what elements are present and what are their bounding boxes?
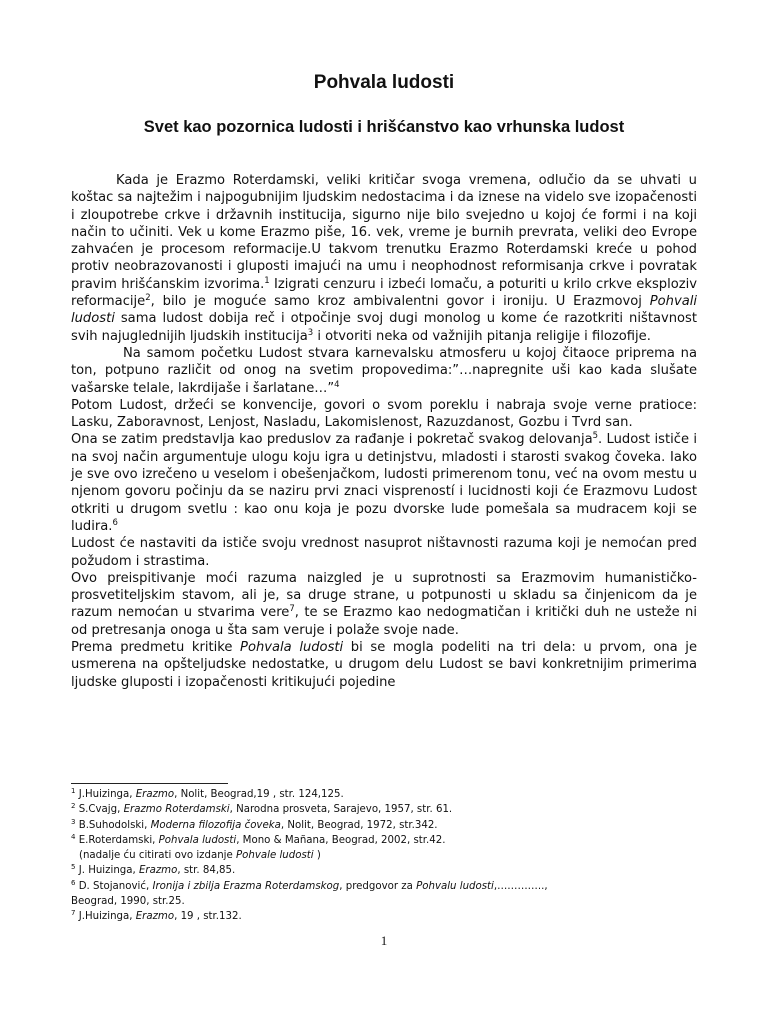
paragraph-4 bbox=[71, 431, 697, 535]
footnote-7-details: , 19 , str.132. bbox=[174, 911, 242, 923]
page-title: Pohvala ludosti bbox=[313, 72, 455, 93]
paragraph-1-text-a: Kada je Erazmo Roterdamski, veliki kritičar svoga vremena, odlučio da se uhvati u koštac sa najtežim i najpogubnijim ljudskim nedostacima i da iznese na videlo sve izopačenosti i zloupotrebe crkve i državnih institucija, sigurno nije bilo svejedno u kojoj će formi i na koji način to učiniti. Vek u kome Erazmo piše, 16. vek, vreme je burnih prevrata, veliki deo Evrope zahvaćen je procesom reformacije.U takvom trenutku Erazmo Roterdamski kreće u pohod protiv neobrazovanosti i gluposti imajući na umu i neophodnost reformisanja crkve i povratak pravim hrišćanskim izvorima. bbox=[71, 173, 697, 292]
paragraph-2 bbox=[71, 345, 697, 397]
footnote-ref-2[interactable]: 2 bbox=[145, 293, 151, 304]
footnote-ref-1[interactable]: 1 bbox=[264, 275, 270, 286]
footnote-2-title: Erazmo Roterdamski bbox=[123, 804, 230, 816]
footnote-ref-5[interactable]: 5 bbox=[592, 431, 599, 442]
footnote-6-title: Ironija i zbilja Erazma Roterdamskog bbox=[152, 880, 340, 892]
footnote-4-number: 4 bbox=[71, 832, 76, 841]
footnote-4-author: E.Roterdamski, bbox=[75, 834, 159, 846]
page-number: 1 bbox=[380, 933, 388, 948]
paragraph-2-text: Na samom početku Ludost stvara karnevalsku atmosferu u kojoj čitaoce priprema na ton, potpuno različit od onog na svetim propovedima:”…napregnite uši kao kada slušate vašarske telale, lakrdijaše i šarlatane…” bbox=[71, 345, 697, 396]
body-text bbox=[71, 172, 697, 691]
footnote-divider bbox=[71, 783, 228, 784]
footnote-6-number: 6 bbox=[71, 878, 76, 887]
paragraph-5: Ludost će nastaviti da ističe svoju vrednost nasuprot ništavnosti razuma koji je nemoćan pred požudom i strastima. bbox=[71, 536, 697, 569]
footnote-4-note-a: (nadalje ću citirati ovo izdanje bbox=[79, 850, 237, 862]
paragraph-3: Potom Ludost, držeći se konvencije, govori o svom poreklu i nabraja svoje verne pratioce: Lasku, Zaboravnost, Lenjost, Nasladu, Lakomislenost, Razuzdanost, Gozbu i Tvrd san. bbox=[71, 397, 697, 431]
paragraph-1-text-e: i otvoriti neka od važnijih pitanja religije i filozofije. bbox=[313, 328, 651, 344]
paragraph-6 bbox=[71, 570, 697, 639]
footnote-7-number: 7 bbox=[71, 909, 76, 918]
footnote-7-title: Erazmo bbox=[135, 911, 175, 923]
footnote-5-title: Erazmo bbox=[138, 865, 178, 877]
footnote-3-details: , Nolit, Beograd, 1972, str.342. bbox=[280, 819, 438, 831]
footnote-3-number: 3 bbox=[71, 817, 76, 826]
paragraph-1-book-title: Pohvali ludosti bbox=[71, 294, 697, 327]
footnote-2-number: 2 bbox=[71, 802, 76, 811]
footnote-1-number: 1 bbox=[71, 787, 76, 795]
footnote-4-note-b: ) bbox=[313, 850, 321, 862]
footnote-2-author: S.Cvajg, bbox=[75, 804, 124, 816]
footnote-3 bbox=[71, 818, 697, 833]
paragraph-1-text-b: Izigrati cenzuru i izbeći lomaču, a poturiti u krilo crkve eksploziv reformacije bbox=[71, 276, 697, 310]
footnote-1-author: J.Huizinga, bbox=[75, 789, 136, 800]
footnote-4-note-title: Pohvale ludosti bbox=[236, 850, 314, 862]
footnote-2-details: , Narodna prosveta, Sarajevo, 1957, str. 61. bbox=[229, 804, 453, 816]
footnote-6-line-2: Beograd, 1990, str.25. bbox=[71, 896, 185, 908]
footnote-3-author: B.Suhodolski, bbox=[75, 819, 151, 831]
footnote-4 bbox=[71, 833, 697, 848]
paragraph-1-text-c: , bilo je moguće samo kroz ambivalentni govor i ironiju. U Erazmovoj bbox=[150, 294, 650, 310]
footnote-5-author: J. Huizinga, bbox=[75, 865, 139, 877]
paragraph-4-text-b: . Ludost ističe i na svoj način argumentuje ulogu koju igra u detinjstvu, mladosti i starosti svakog čoveka. Iako je sve ovo izrečeno u veselom i obešenjačkom, ludosti primerenom tonu, već na ovom mestu u njenom govoru počinju da se naziru prvi znaci vispreností i lucidnosti koji će Erazmovu Ludost otkriti u drugom svetlu : kao onu koja je pozu dvorske lude pomešala sa mudracem koji se ludira. bbox=[71, 432, 697, 534]
paragraph-1 bbox=[71, 172, 697, 345]
paragraph-7 bbox=[71, 639, 697, 691]
footnote-7-author: J.Huizinga, bbox=[75, 911, 136, 923]
footnote-4-title: Pohvala ludosti bbox=[158, 834, 237, 846]
footnote-5-number: 5 bbox=[71, 863, 76, 872]
footnote-5-details: , str. 84,85. bbox=[177, 865, 236, 877]
paragraph-6-text-a: Ovo preispitivanje moći razuma naizgled je u suprotnosti sa Erazmovim humanističko-prosvetiteljskim stavom, ali je, sa druge strane, u potpunosti u skladu sa činjenicom da je razum nemoćan u stvarima vere bbox=[71, 570, 697, 621]
footnotes bbox=[71, 787, 697, 925]
paragraph-6-text-b: , te se Erazmo kao nedogmatičan i kritički duh ne usteže ni od pretresanja onoga u šta sam veruje i polaže svoje nade. bbox=[71, 605, 697, 638]
page-subtitle: Svet kao pozornica ludosti i hrišćanstvo kao vrhunska ludost bbox=[143, 118, 625, 136]
footnote-1 bbox=[71, 787, 697, 802]
footnote-6-details: , predgovor za bbox=[339, 880, 417, 892]
footnote-4-details: , Mono & Mañana, Beograd, 2002, str.42. bbox=[236, 834, 446, 846]
footnote-ref-6[interactable]: 6 bbox=[112, 517, 118, 528]
footnote-1-details: , Nolit, Beograd,19 , str. 124,125. bbox=[174, 789, 344, 800]
footnote-2 bbox=[71, 802, 697, 817]
footnote-6-ellipsis: ,………….., bbox=[493, 880, 548, 892]
footnote-3-title: Moderna filozofija čoveka bbox=[150, 819, 281, 831]
paragraph-7-text-b: bi se mogla podeliti na tri dela: u prvom, ona je usmerena na opšteljudske nedostatke, u drugom delu Ludost se bavi konkretnijim primerima ljudske gluposti i izopačenosti kritikujući pojedine bbox=[71, 640, 697, 690]
footnote-ref-4[interactable]: 4 bbox=[334, 379, 340, 390]
footnote-4-continuation bbox=[71, 848, 697, 863]
footnote-ref-7[interactable]: 7 bbox=[289, 604, 295, 615]
paragraph-1-text-d: sama ludost dobija reč i otpočinje svoj dugi monolog u kome će razotkriti ništavnost svih najuglednijih ljudskih institucija bbox=[71, 311, 697, 344]
footnote-6 bbox=[71, 879, 697, 894]
footnote-5 bbox=[71, 863, 697, 878]
paragraph-4-text-a: Ona se zatim predstavlja kao preduslov za rađanje i pokretač svakog delovanja bbox=[71, 432, 593, 448]
footnote-6-title-2: Pohvalu ludosti bbox=[416, 880, 494, 892]
footnote-7 bbox=[71, 909, 697, 924]
paragraph-7-book-title: Pohvala ludosti bbox=[240, 640, 344, 656]
footnote-1-title: Erazmo bbox=[135, 789, 175, 800]
footnote-ref-3[interactable]: 3 bbox=[307, 327, 314, 338]
paragraph-7-text-a: Prema predmetu kritike bbox=[71, 640, 241, 656]
footnote-6-author: D. Stojanović, bbox=[75, 880, 153, 892]
